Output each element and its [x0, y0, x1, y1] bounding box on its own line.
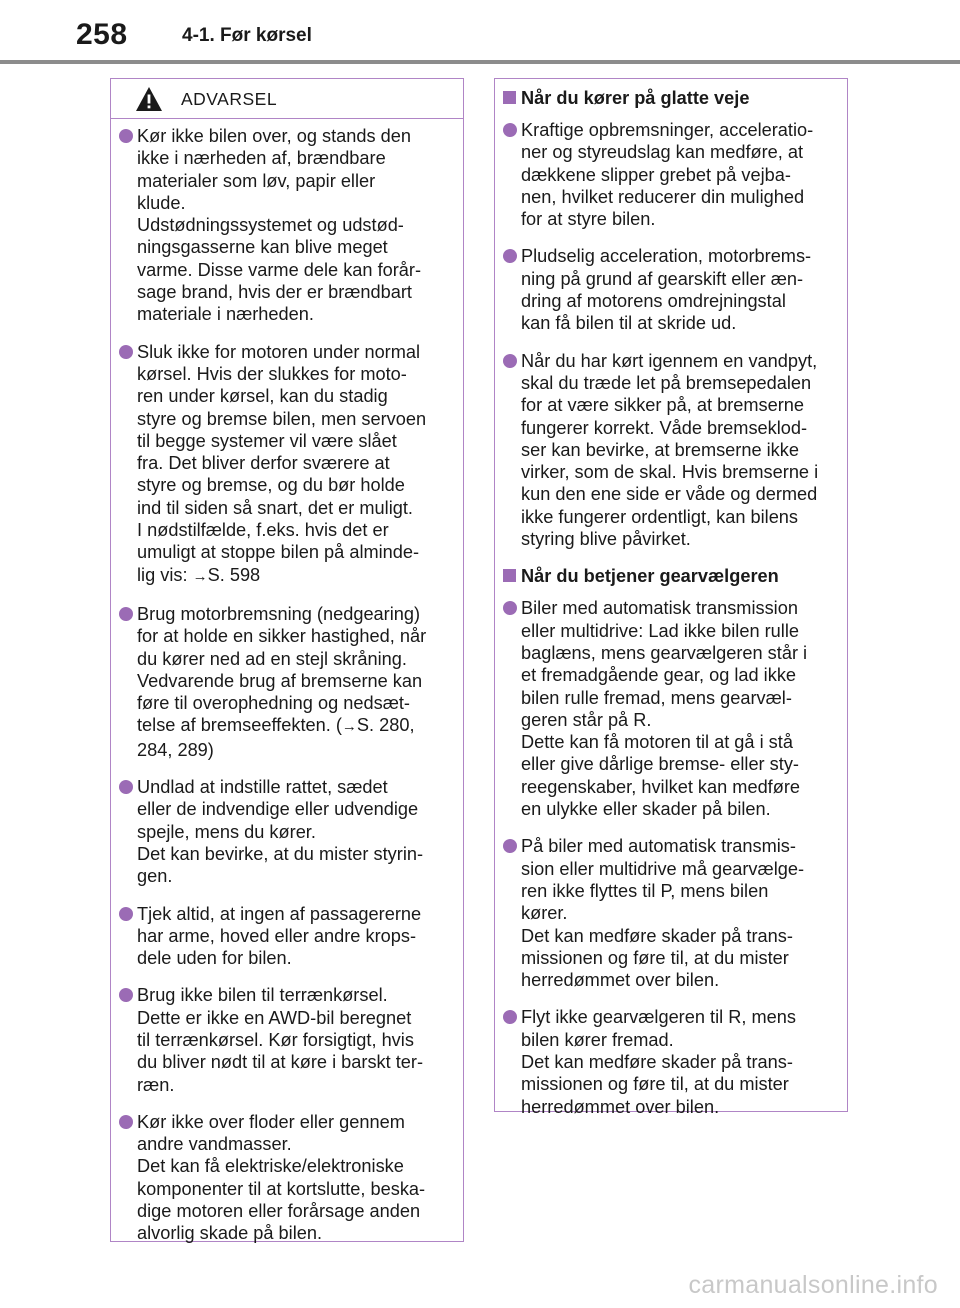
item-text: Flyt ikke gearvælgeren til R, mens bilen kører fremad.: [521, 1007, 796, 1050]
item-text: [137, 603, 453, 761]
warning-item: [119, 603, 453, 761]
item-text: Kør ikke over floder eller gennem andre vandmasser.: [137, 1111, 405, 1155]
item-text: Sluk ikke for motoren under normal kørsel. Hvis der slukkes for moto- ren under kørsel, kan du stadig styre og bremse bilen, men servoen til begge systemer vil være slået fra. Det bliver derfor sværere at styre og bremse, og du bør holde ind til siden så snart, det er muligt.: [137, 341, 427, 518]
item-text: Kør ikke bilen over, og stands den ikke i nærheden af, brændbare materialer som løv, papir eller klude.: [137, 126, 411, 213]
subheading-text: Når du kører på glatte veje: [521, 88, 750, 108]
item-text: Dette kan få motoren til at gå i stå eller give dårlige bremse- eller sty- reegenskaber, hvilket kan medføre en ulykke eller skader på bilen.: [521, 732, 801, 820]
item-text-inline: Brug motorbremsning (nedgearing) for at holde en sikker hastighed, når du kører ned ad en stejl skråning. Vedvarende brug af bremserne kan føre til overophedning og nedsæt- telse af bremseeffekten. (: [137, 603, 427, 736]
item-text: Det kan medføre skader på trans- missionen og føre til, at du mister herredømmet over bilen.: [521, 1051, 793, 1117]
warning-item: [119, 984, 453, 1095]
info-item: [503, 1006, 837, 1117]
page-reference[interactable]: S. 280, 284, 289): [137, 715, 415, 760]
subheading-text: Når du betjener gearvælgeren: [521, 566, 779, 587]
item-text: Kraftige opbremsninger, acceleratio- ner og styreudslag kan medføre, at dækkene slipper grebet på vejba- nen, hvilket reducerer din mulighed for at styre bilen.: [521, 120, 814, 230]
item-text: Pludselig acceleration, motorbrems- ning på grund af gearskift eller æn- dring af motorens omdrejningstal kan få bilen til at skride ud.: [521, 246, 812, 334]
item-text: Brug ikke bilen til terrænkørsel.: [137, 985, 388, 1006]
info-item: [503, 350, 837, 551]
arrow-right-icon: →: [192, 567, 208, 585]
warning-header: [111, 79, 463, 119]
page-header: [0, 0, 960, 64]
info-item: [503, 245, 837, 334]
item-text: Når du har kørt igennem en vandpyt, skal du træde let på bremsepedalen for at være sikker på, at bremserne fungerer korrekt. Våde bremseklod- ser kan bevirke, at bremserne ikke virker, som de skal. Hvis bremserne i kun den ene side er våde og dermed ikke fungerer ordentligt, kan bilens styring blive påvirket.: [521, 350, 819, 550]
bullet-dot: [119, 988, 133, 1002]
bullet-dot: [119, 1115, 133, 1129]
arrow-right-icon: →: [341, 718, 357, 736]
warning-title: ADVARSEL: [181, 89, 278, 109]
item-text: Det kan medføre skader på trans- missionen og føre til, at du mister herredømmet over bilen.: [521, 925, 793, 991]
item-text: Det kan bevirke, at du mister styrin- gen.: [137, 843, 424, 887]
item-text: Undlad at indstille rattet, sædet eller de indvendige eller udvendige spejle, mens du kører.: [137, 777, 419, 842]
bullet-dot: [503, 249, 517, 263]
subheading-gear-selector: [503, 565, 837, 587]
warning-item: [119, 125, 453, 326]
bullet-dot: [119, 129, 133, 143]
page-reference: S. 598: [207, 564, 261, 585]
bullet-dot: [503, 839, 517, 853]
item-text-inline: I nødstilfælde, f.eks. hvis det er umuligt at stoppe bilen på alminde- lig vis:: [137, 520, 420, 585]
warning-item: [119, 776, 453, 887]
item-text: Det kan få elektriske/elektroniske komponenter til at kortslutte, beska- dige motoren eller forårsage anden alvorlig skade på bilen.: [137, 1156, 426, 1244]
bullet-dot: [119, 607, 133, 621]
warning-content: [119, 125, 453, 1260]
section-title: 4-1. Før kørsel: [182, 25, 312, 46]
warning-item: [119, 341, 453, 588]
warning-box: [110, 78, 464, 1242]
warning-item: [119, 903, 453, 970]
warning-item: [119, 1111, 453, 1245]
item-text: Tjek altid, at ingen af passagererne har arme, hoved eller andre krops- dele uden for bilen.: [137, 903, 422, 969]
square-bullet-icon: [503, 569, 516, 582]
header-rule: [0, 60, 960, 64]
info-content: [503, 87, 837, 1133]
square-bullet-icon: [503, 91, 516, 104]
page-number: 258: [76, 18, 128, 51]
info-item: [503, 835, 837, 991]
info-item: [503, 597, 837, 820]
bullet-dot: [503, 354, 517, 368]
item-text: [137, 519, 453, 588]
page-reference-link[interactable]: [342, 715, 357, 735]
watermark-text: carmanualsonline.info: [688, 1271, 938, 1299]
item-text: Dette er ikke en AWD-bil beregnet til terrænkørsel. Kør forsigtigt, hvis du bliver nødt til at køre i barskt ter- ræn.: [137, 1007, 424, 1095]
bullet-dot: [119, 345, 133, 359]
item-text: Biler med automatisk transmission eller multidrive: Lad ikke bilen rulle baglæns, mens gearvælgeren står i et fremadgående gear, og lad ikke bilen rulle fremad, mens gearvæl- geren står på R.: [521, 598, 808, 730]
bullet-dot: [503, 601, 517, 615]
bullet-dot: [119, 907, 133, 921]
bullet-dot: [503, 1010, 517, 1024]
bullet-dot: [119, 780, 133, 794]
info-box: [494, 78, 848, 1117]
info-item: [503, 119, 837, 230]
bullet-dot: [503, 123, 517, 137]
page-reference-link[interactable]: [193, 565, 261, 585]
item-text: Udstødningssystemet og udstød- ningsgasserne kan blive meget varme. Disse varme dele kan forår- sage brand, hvis der er brændbart materiale i nærheden.: [137, 215, 422, 325]
warning-triangle-icon: [135, 86, 163, 112]
subheading-slippery-roads: [503, 87, 837, 109]
item-text: På biler med automatisk transmis- sion eller multidrive må gearvælge- ren ikke flyttes til P, mens bilen kører.: [521, 836, 805, 924]
